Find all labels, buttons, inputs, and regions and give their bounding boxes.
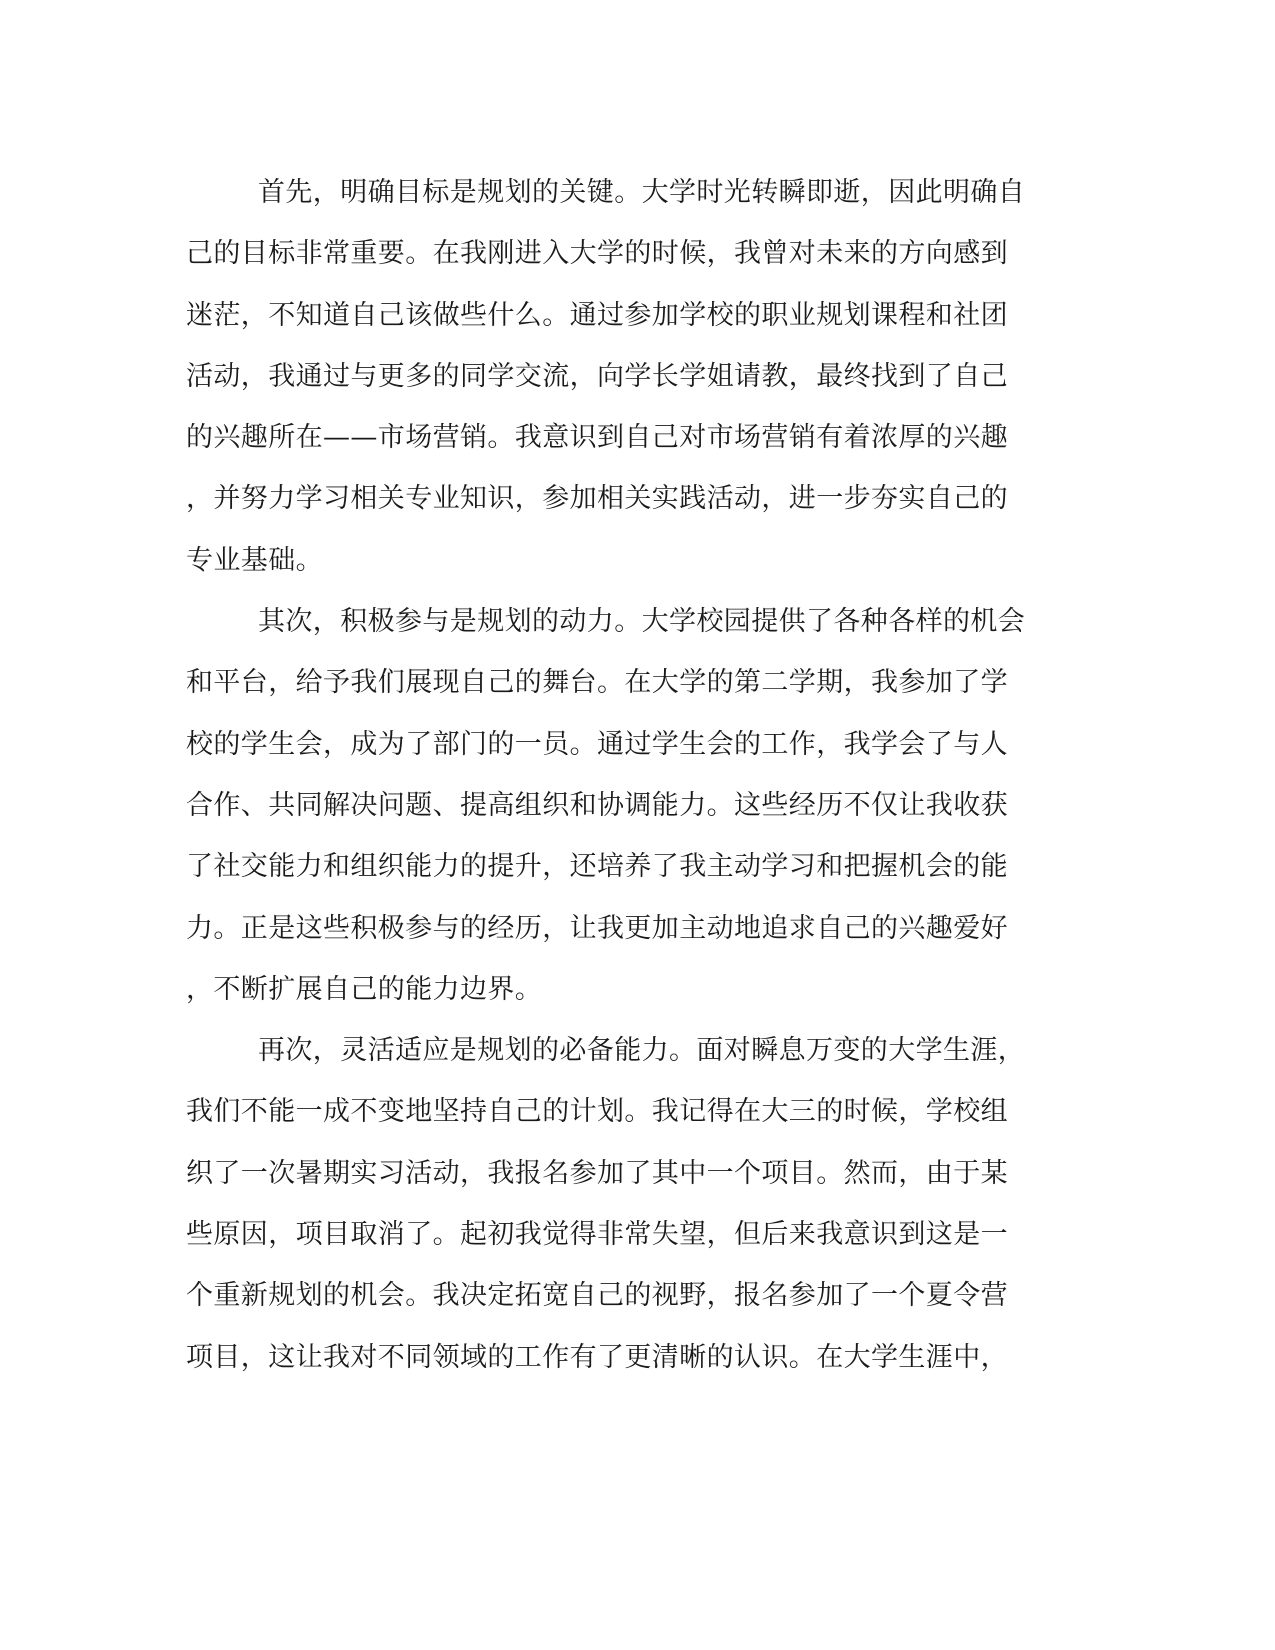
text-line: 织了一次暑期实习活动，我报名参加了其中一个项目。然而，由于某 — [186, 1157, 1008, 1189]
text-line: 合作、共同解决问题、提高组织和协调能力。这些经历不仅让我收获 — [186, 789, 1008, 821]
text-line: 再次，灵活适应是规划的必备能力。面对瞬息万变的大学生涯， — [258, 1035, 1026, 1067]
text-line: 的兴趣所在——市场营销。我意识到自己对市场营销有着浓厚的兴趣 — [186, 422, 1008, 454]
text-line: 活动，我通过与更多的同学交流，向学长学姐请教，最终找到了自己 — [186, 360, 1008, 392]
text-line: 些原因，项目取消了。起初我觉得非常失望，但后来我意识到这是一 — [186, 1219, 1008, 1251]
text-line: 其次，积极参与是规划的动力。大学校园提供了各种各样的机会 — [258, 606, 1026, 638]
text-line: 迷茫，不知道自己该做些什么。通过参加学校的职业规划课程和社团 — [186, 299, 1008, 331]
text-line: 我们不能一成不变地坚持自己的计划。我记得在大三的时候，学校组 — [186, 1096, 1008, 1128]
paragraph-3 — [186, 1020, 1056, 1388]
text-line: 校的学生会，成为了部门的一员。通过学生会的工作，我学会了与人 — [186, 728, 1008, 760]
text-line: 项目，这让我对不同领域的工作有了更清晰的认识。在大学生涯中， — [186, 1341, 1008, 1373]
text-line: 个重新规划的机会。我决定拓宽自己的视野，报名参加了一个夏令营 — [186, 1280, 1008, 1312]
paragraph-2 — [186, 591, 1056, 1020]
text-line: 己的目标非常重要。在我刚进入大学的时候，我曾对未来的方向感到 — [186, 238, 1008, 270]
text-line: 专业基础。 — [186, 544, 323, 576]
text-line: ，并努力学习相关专业知识，参加相关实践活动，进一步夯实自己的 — [186, 483, 1008, 515]
text-line: 首先，明确目标是规划的关键。大学时光转瞬即逝，因此明确自 — [258, 177, 1026, 208]
paragraph-1 — [186, 162, 1056, 591]
text-line: 力。正是这些积极参与的经历，让我更加主动地追求自己的兴趣爱好 — [186, 912, 1008, 944]
text-line: 了社交能力和组织能力的提升，还培养了我主动学习和把握机会的能 — [186, 851, 1008, 883]
text-line: 和平台，给予我们展现自己的舞台。在大学的第二学期，我参加了学 — [186, 667, 1008, 699]
body-text — [186, 162, 1056, 1388]
text-line: ，不断扩展自己的能力边界。 — [186, 973, 543, 1005]
